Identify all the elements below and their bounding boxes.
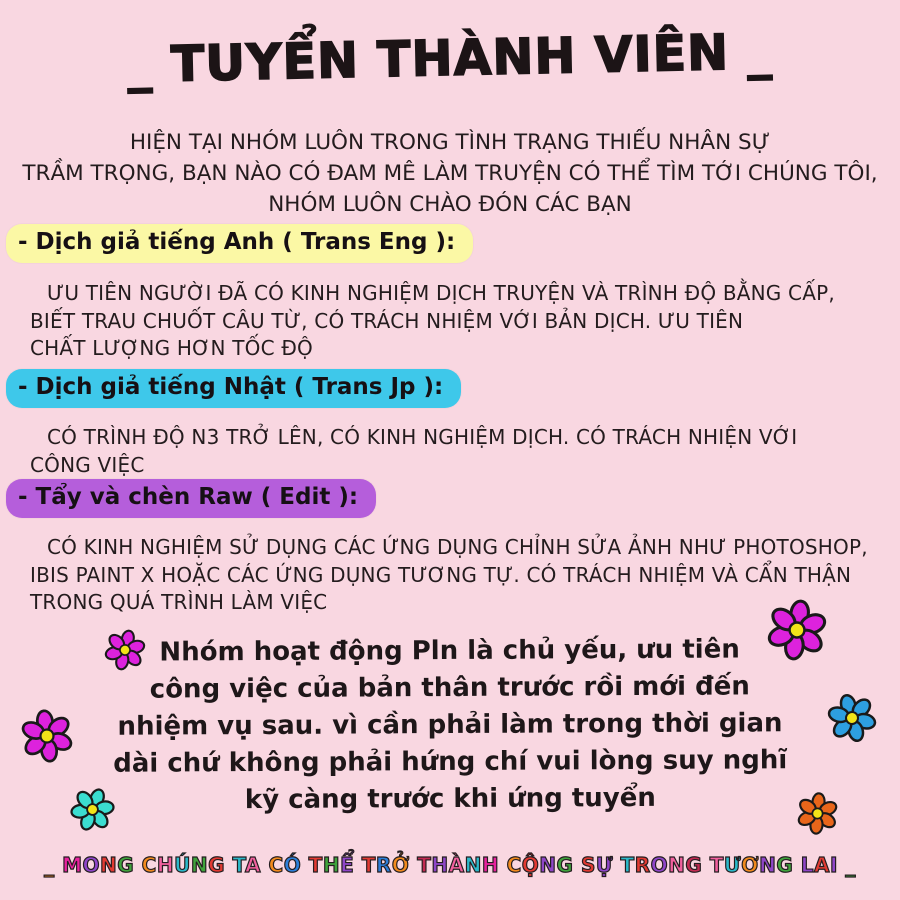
rainbow-letter: I — [829, 853, 838, 877]
flower-center — [40, 729, 55, 744]
intro-line: HIỆN TẠI NHÓM LUÔN TRONG TÌNH TRẠNG THIẾU NHÂN SỰ — [129, 130, 771, 155]
rainbow-letter: N — [759, 853, 777, 877]
rainbow-letter: H — [156, 853, 175, 877]
intro-line: TRẦM TRỌNG, BẠN NÀO CÓ ĐAM MÊ LÀM TRUYỆN CÓ THỂ TÌM TỚI CHÚNG TÔI, — [22, 161, 878, 186]
rainbow-letter: N — [539, 853, 557, 877]
rainbow-letter: N — [464, 853, 482, 877]
rainbow-letter: M — [62, 853, 83, 877]
rainbow-letter: A — [814, 853, 830, 877]
rainbow-letter: N — [99, 853, 118, 877]
rainbow-letter: R — [375, 853, 392, 877]
rainbow-letter: T — [417, 853, 432, 877]
rainbow-letter: N — [190, 853, 209, 877]
rainbow-letter: G — [776, 853, 794, 877]
rainbow-letter: N — [668, 853, 686, 877]
rainbow-letter: Ú — [174, 853, 191, 877]
section-body-line: IBIS PAINT X HOẶC CÁC ỨNG DỤNG TƯƠNG TỰ. CÓ TRÁCH NHIỆM VÀ CẨN THẬN — [30, 562, 852, 587]
note-line: kỹ càng trước khi ứng tuyển — [244, 782, 656, 816]
section-body-line: CÔNG VIỆC — [30, 452, 145, 477]
rainbow-letter — [261, 853, 268, 877]
section-header-edit: - Tẩy và chèn Raw ( Edit ): — [6, 479, 376, 518]
rainbow-letter — [573, 853, 580, 877]
section-header-trans-jp: - Dịch giả tiếng Nhật ( Trans Jp ): — [6, 369, 461, 408]
rainbow-letter: H — [431, 853, 449, 877]
rainbow-letter: Ự — [595, 853, 614, 877]
rainbow-letter — [301, 853, 308, 877]
rainbow-letter — [793, 853, 800, 877]
note-line: dài chứ không phải hứng chí vui lòng suy nghĩ — [113, 745, 788, 779]
section-body-line: BIẾT TRAU CHUỐT CÂU TỪ, CÓ TRÁCH NHIỆM VỚI BẢN DỊCH. ƯU TIÊN — [30, 308, 744, 333]
rainbow-letter: Ộ — [521, 853, 540, 877]
rainbow-letter: O — [82, 853, 100, 877]
flower-icon — [794, 790, 841, 837]
note-line: công việc của bản thân trước rồi mới đến — [149, 671, 750, 705]
section-body-trans-eng — [30, 280, 835, 363]
section-body-line: CHẤT LƯỢNG HƠN TỐC ĐỘ — [30, 336, 313, 360]
flower-center — [812, 808, 823, 819]
rainbow-letter: _ — [44, 853, 55, 877]
rainbow-letter: Ơ — [741, 853, 760, 877]
intro-paragraph — [0, 127, 900, 220]
rainbow-letter: T — [232, 853, 246, 877]
rainbow-letter: T — [308, 853, 323, 877]
rainbow-letter: Ư — [723, 853, 742, 877]
rainbow-letter: G — [556, 853, 574, 877]
rainbow-letter — [354, 853, 361, 877]
rainbow-letter: Ể — [340, 853, 355, 877]
rainbow-letter: À — [448, 853, 465, 877]
rainbow-letter: T — [620, 853, 635, 877]
rainbow-letter: H — [322, 853, 341, 877]
rainbow-letter — [702, 853, 709, 877]
intro-line: NHÓM LUÔN CHÀO ĐÓN CÁC BẠN — [268, 192, 632, 217]
rainbow-letter: G — [685, 853, 703, 877]
section-body-line: TRONG QUÁ TRÌNH LÀM VIỆC — [30, 590, 328, 614]
rainbow-letter — [55, 853, 62, 877]
poster-title: _ TUYỂN THÀNH VIÊN _ — [126, 23, 774, 94]
rainbow-letter: C — [268, 853, 284, 877]
section-body-trans-jp — [30, 424, 797, 479]
rainbow-letter: T — [709, 853, 724, 877]
rainbow-letter — [499, 853, 506, 877]
rainbow-letter: S — [580, 853, 596, 877]
section-body-edit — [30, 534, 868, 617]
rainbow-text — [0, 853, 900, 877]
rainbow-letter: H — [481, 853, 500, 877]
rainbow-letter — [134, 853, 141, 877]
rainbow-letter: A — [245, 853, 262, 877]
note-line: nhiệm vụ sau. vì cần phải làm trong thời gian — [117, 708, 783, 742]
rainbow-letter: C — [506, 853, 522, 877]
rainbow-letter: G — [117, 853, 135, 877]
rainbow-letter: Ó — [283, 853, 302, 877]
rainbow-letter: T — [361, 853, 376, 877]
section-body-line: CÓ TRÌNH ĐỘ N3 TRỞ LÊN, CÓ KINH NGHIỆM DỊCH. CÓ TRÁCH NHIỆN VỚI — [47, 425, 798, 449]
rainbow-letter: Ở — [391, 853, 410, 877]
section-body-line: CÓ KINH NGHIỆM SỬ DỤNG CÁC ỨNG DỤNG CHỈNH SỬA ẢNH NHƯ PHOTOSHOP, — [47, 535, 868, 559]
note-line: Nhóm hoạt động Pln là chủ yếu, ưu tiên — [159, 634, 740, 668]
section-body-line: ƯU TIÊN NGƯỜI ĐÃ CÓ KINH NGHIỆM DỊCH TRUYỆN VÀ TRÌNH ĐỘ BẰNG CẤP, — [47, 281, 835, 305]
rainbow-letter: C — [141, 853, 157, 877]
flower-center — [788, 621, 805, 638]
rainbow-letter: O — [650, 853, 669, 877]
rainbow-letter: L — [800, 853, 814, 877]
rainbow-letter: _ — [845, 853, 856, 877]
flower-icon — [17, 706, 78, 767]
section-header-trans-eng: - Dịch giả tiếng Anh ( Trans Eng ): — [6, 224, 473, 263]
rainbow-letter — [613, 853, 620, 877]
flower-icon — [762, 595, 833, 666]
rainbow-letter: R — [634, 853, 651, 877]
rainbow-letter: G — [208, 853, 225, 877]
